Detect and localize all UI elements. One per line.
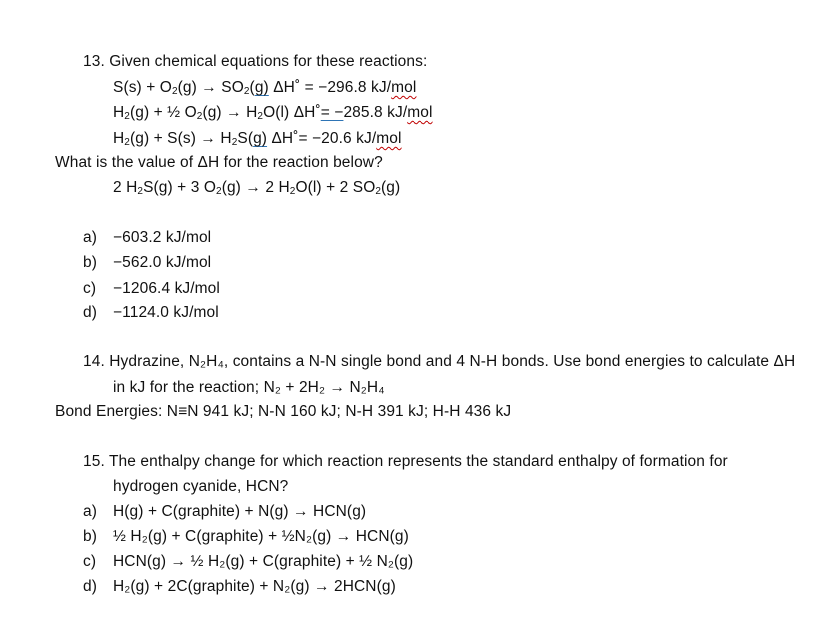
option-label: b)	[83, 528, 97, 545]
q15-option-a	[83, 502, 367, 522]
q15-option-b	[83, 527, 409, 547]
q13-target-reaction: 2 $H_2S(g) + 3$ $O_2(g) \to 2$ $H_2O(l) + 2$ $SO_2(g)$	[113, 179, 401, 197]
q13-equation-1: $S(s) + O_2(g) \to SO_2(g)$ ΔH˚ = −296.8 kJ/mol	[113, 79, 417, 97]
option-value: H₂(g) + 2C(graphite) + N₂(g) → 2HCN(g)	[113, 578, 396, 595]
q13-option-b	[83, 253, 212, 273]
q13-option-d	[83, 303, 219, 323]
option-label: c)	[83, 280, 97, 297]
q15-line-1: 15. The enthalpy change for which reaction represents the standard enthalpy of formation for	[83, 453, 728, 470]
option-value: −603.2 kJ/mol	[113, 229, 212, 246]
q13-question: What is the value of ΔH for the reaction below?	[55, 154, 383, 171]
option-label: d)	[83, 304, 97, 321]
q14-bond-energies: Bond Energies: N≡N 941 kJ; N-N 160 kJ; N-H 391 kJ; H-H 436 kJ	[55, 403, 512, 420]
q15-line-2: hydrogen cyanide, HCN?	[113, 478, 289, 495]
option-label: b)	[83, 254, 97, 271]
q15-option-c	[83, 552, 414, 572]
option-label: c)	[83, 553, 97, 570]
q13-equation-3: $H_2(g) + S(s) \to H_2S(g)$ ΔH˚= −20.6 kJ/mol	[113, 130, 402, 148]
option-value: H(g) + C(graphite) + N(g) → HCN(g)	[113, 503, 367, 520]
option-value: ½ H₂(g) + C(graphite) + ½N₂(g) → HCN(g)	[113, 528, 409, 545]
option-value: −1124.0 kJ/mol	[113, 304, 219, 321]
option-label: a)	[83, 229, 97, 246]
q14-line-1: 14. Hydrazine, N₂H₄, contains a N-N single bond and 4 N-H bonds. Use bond energies to calculate ΔH	[83, 353, 796, 370]
q15-option-d	[83, 577, 396, 597]
option-value: −562.0 kJ/mol	[113, 254, 212, 271]
q13-option-a	[83, 228, 212, 248]
option-value: HCN(g) → ½ H₂(g) + C(graphite) + ½ N₂(g)	[113, 553, 414, 570]
q14-line-2: in kJ for the reaction; N₂ + 2H₂ → N₂H₄	[113, 379, 385, 396]
option-value: −1206.4 kJ/mol	[113, 280, 220, 297]
option-label: a)	[83, 503, 97, 520]
q13-option-c	[83, 279, 220, 299]
q13-equation-2: $H_2(g)$ + ½ $O_2(g) \to H_2O(l)$ ΔH˚= −285.8 kJ/mol	[113, 104, 433, 122]
option-label: d)	[83, 578, 97, 595]
q13-intro: 13. Given chemical equations for these reactions:	[83, 53, 428, 70]
